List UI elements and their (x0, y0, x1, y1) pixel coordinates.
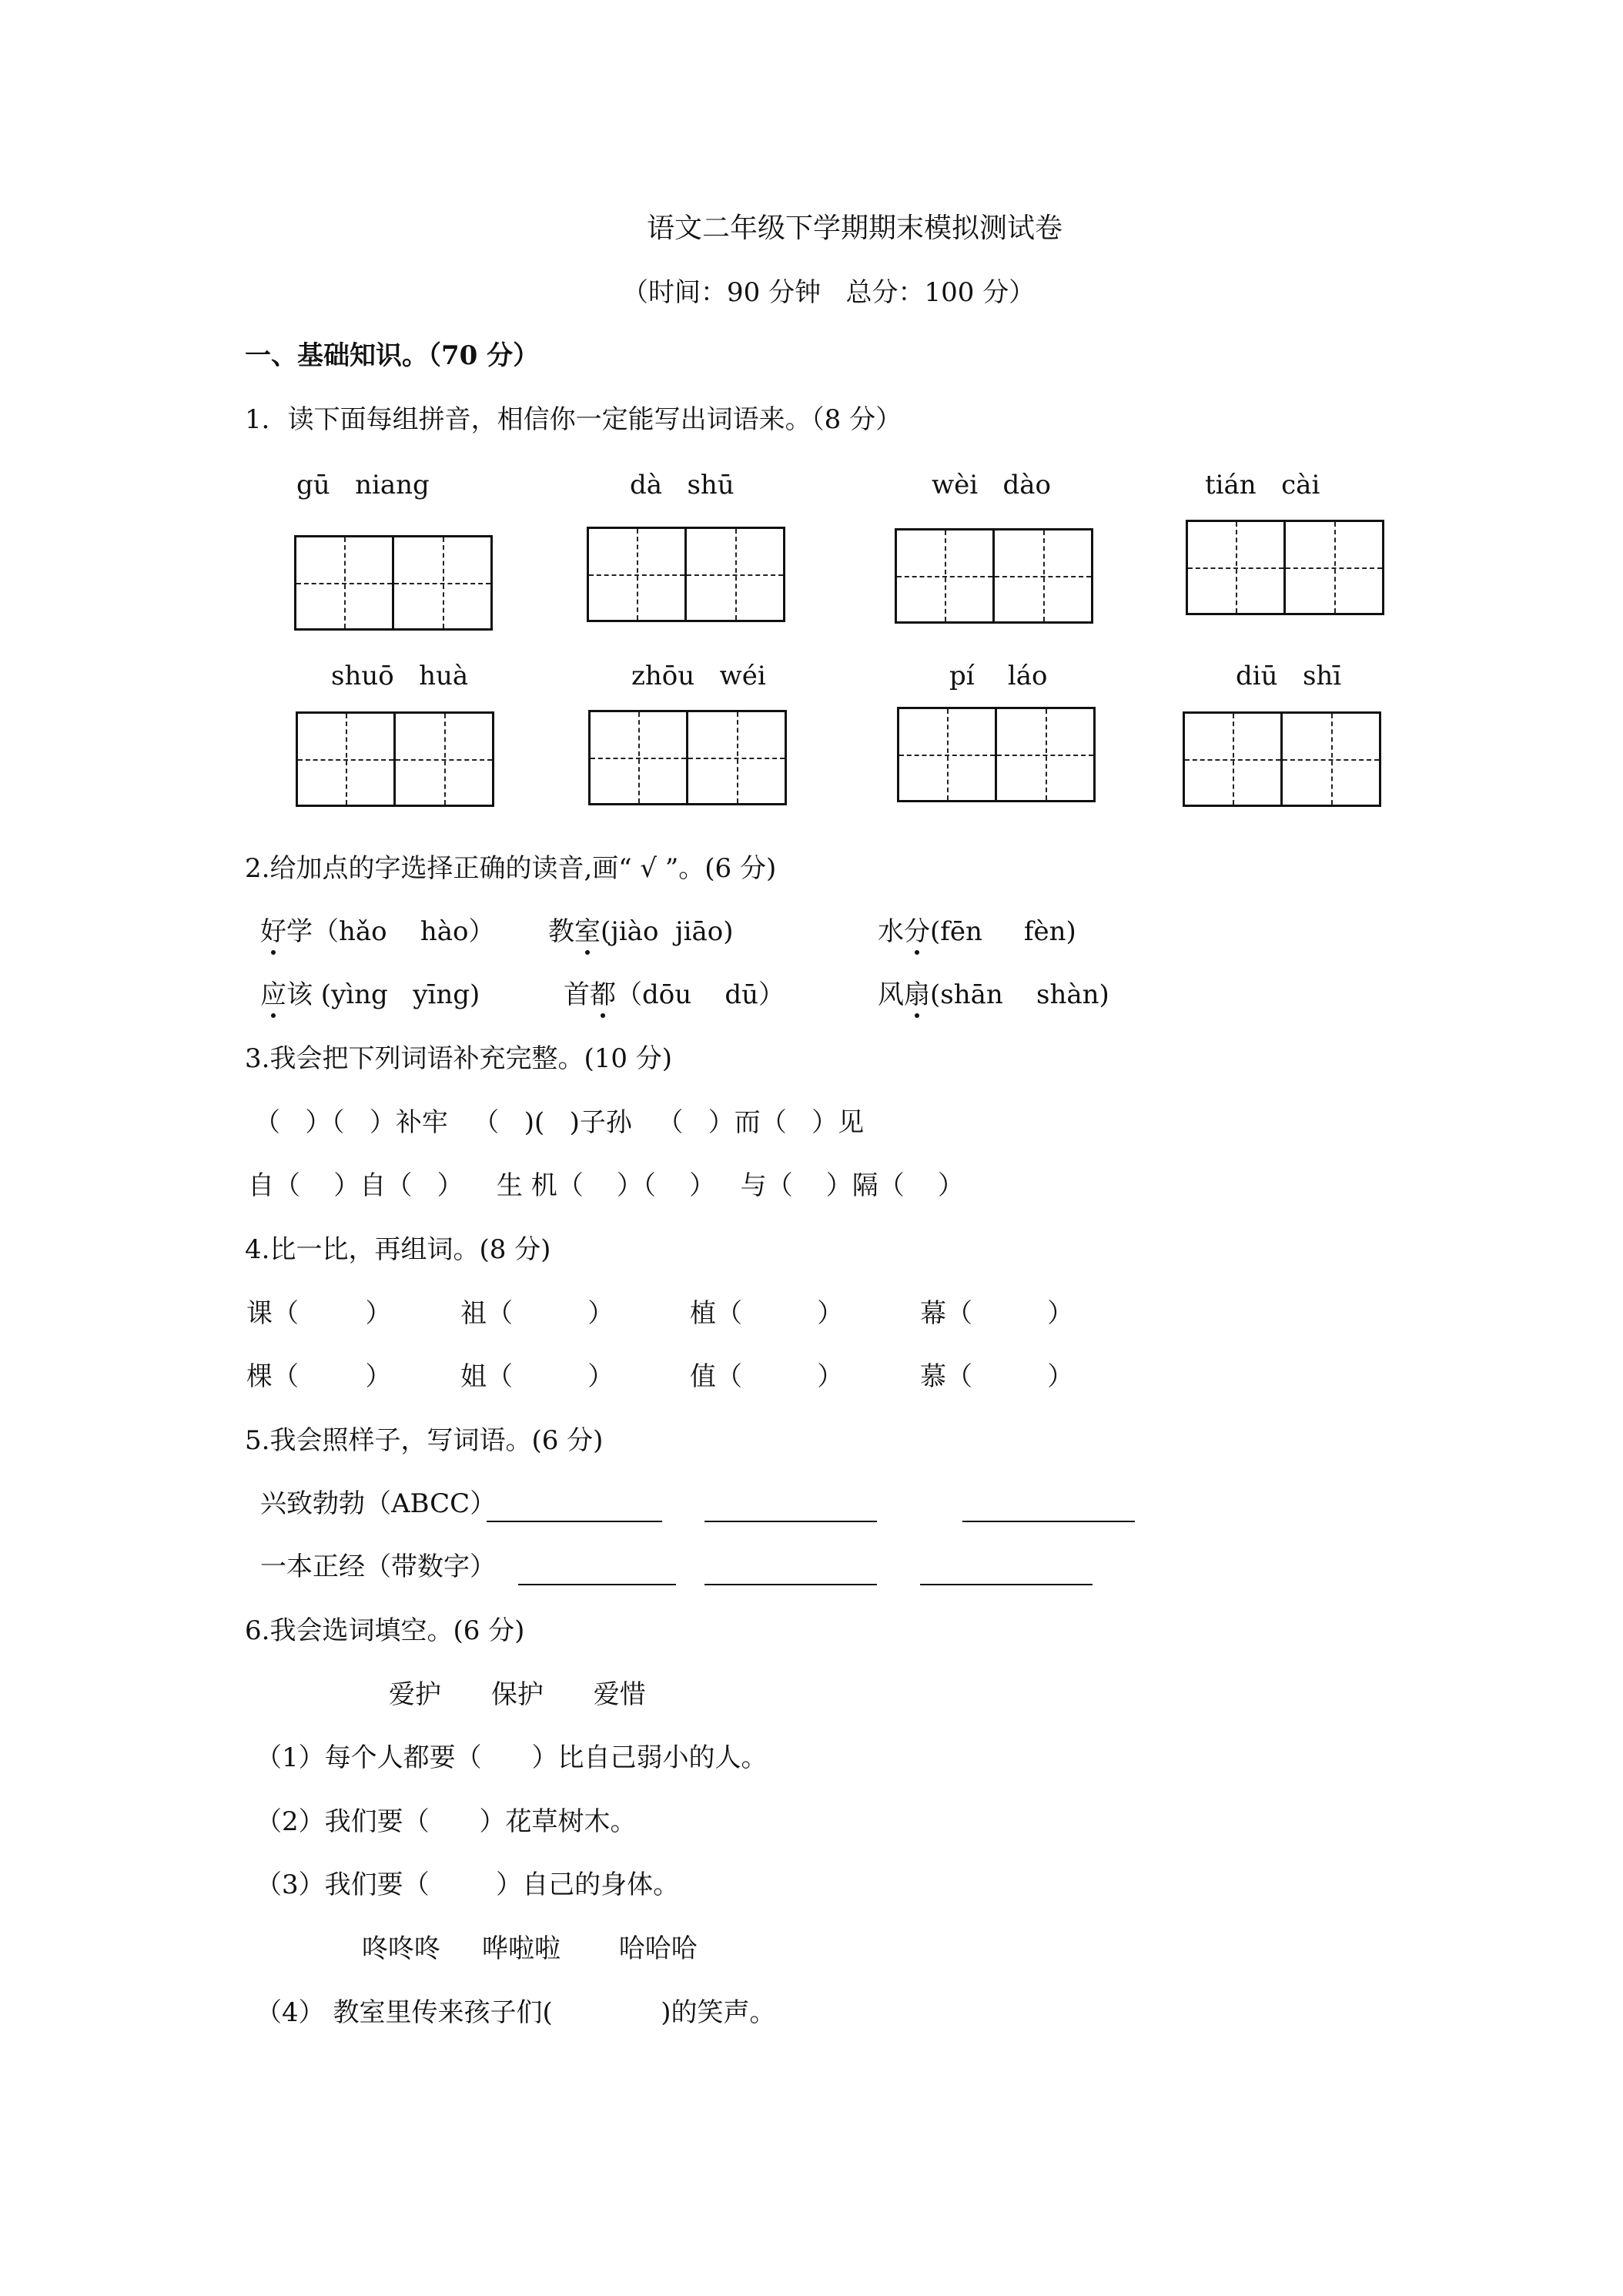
plain-char: 水 (878, 916, 904, 947)
pronunciation-item-3 (878, 916, 1076, 947)
pronunciation-item-4 (260, 979, 480, 1010)
fill-sentence-2[interactable]: （2）我们要（ ）花草树木。 (256, 1806, 637, 1837)
compare-word-7[interactable]: 值（ ） (690, 1361, 844, 1392)
exam-subtitle: （时间：90 分钟 总分：100 分） (622, 277, 1036, 308)
idiom-line-1[interactable]: （ ）（ ）补牢 （ )( )子孙 （ ）而（ ）见 (254, 1107, 865, 1138)
compare-word-4[interactable]: 幕（ ） (920, 1298, 1074, 1329)
pronunciation-options[interactable]: （dōu dū） (616, 979, 785, 1010)
writing-grid-8[interactable] (1183, 711, 1381, 807)
writing-grid-4[interactable] (1186, 520, 1384, 615)
plain-char: 首 (564, 979, 590, 1010)
fill-sentence-4[interactable]: （4） 教室里传来孩子们( )的笑声。 (256, 1997, 776, 2028)
question-4-prompt: 4.比一比，再组词。(8 分) (245, 1234, 551, 1265)
answer-blank[interactable] (704, 1498, 877, 1522)
writing-grid-6[interactable] (588, 710, 787, 805)
answer-blank[interactable] (487, 1498, 662, 1522)
example-2-label: 一本正经（带数字） (260, 1551, 496, 1582)
word-choices-1: 爱护 保护 爱惜 (389, 1679, 646, 1710)
dotted-char: 分 (904, 916, 930, 947)
pronunciation-options[interactable]: 该 (yìng yīng) (286, 979, 480, 1010)
pinyin-label: pí láo (949, 661, 1048, 691)
dotted-char: 室 (574, 916, 601, 947)
writing-grid-1[interactable] (294, 535, 493, 631)
pronunciation-options[interactable]: (jiào jiāo) (601, 916, 734, 947)
pinyin-label: diū shī (1236, 661, 1342, 691)
pinyin-label: dà shū (630, 470, 735, 500)
page-title: 语文二年级下学期期末模拟测试卷 (647, 213, 1063, 244)
fill-sentence-3[interactable]: （3）我们要（ ）自己的身体。 (256, 1869, 680, 1900)
dotted-char: 扇 (904, 979, 930, 1010)
pronunciation-item-5 (564, 979, 785, 1010)
pinyin-label: gū niang (296, 470, 430, 500)
question-1-prompt: 1．读下面每组拼音，相信你一定能写出词语来。（8 分） (245, 404, 902, 435)
pronunciation-options[interactable]: (shān shàn) (930, 979, 1109, 1010)
writing-grid-5[interactable] (296, 711, 494, 807)
compare-word-8[interactable]: 慕（ ） (920, 1361, 1074, 1392)
fill-sentence-1[interactable]: （1）每个人都要（ ）比自己弱小的人。 (256, 1742, 768, 1773)
pinyin-label: shuō huà (331, 661, 469, 691)
dotted-char: 应 (260, 979, 286, 1010)
pinyin-label: tián cài (1205, 470, 1320, 500)
pronunciation-options[interactable]: 学（hǎo hào） (286, 916, 495, 947)
compare-word-2[interactable]: 祖（ ） (460, 1298, 614, 1329)
compare-word-1[interactable]: 课（ ） (246, 1298, 392, 1329)
pinyin-label: zhōu wéi (631, 661, 766, 691)
answer-blank[interactable] (518, 1561, 676, 1585)
question-6-prompt: 6.我会选词填空。(6 分) (245, 1615, 525, 1646)
dotted-char: 好 (260, 916, 286, 947)
question-5-prompt: 5.我会照样子，写词语。(6 分) (245, 1425, 604, 1456)
pronunciation-options[interactable]: (fēn fèn) (930, 916, 1076, 947)
question-3-prompt: 3.我会把下列词语补充完整。(10 分) (245, 1043, 673, 1074)
writing-grid-7[interactable] (897, 707, 1096, 802)
pinyin-label: wèi dào (932, 470, 1052, 500)
question-2-prompt: 2.给加点的字选择正确的读音,画“ √ ”。(6 分) (245, 853, 777, 884)
word-choices-2: 咚咚咚 哗啦啦 哈哈哈 (362, 1933, 698, 1964)
writing-grid-3[interactable] (895, 528, 1093, 624)
compare-word-3[interactable]: 植（ ） (690, 1298, 844, 1329)
pronunciation-item-6 (878, 979, 1109, 1010)
compare-word-6[interactable]: 姐（ ） (460, 1361, 614, 1392)
pronunciation-item-1 (260, 916, 495, 947)
plain-char: 风 (878, 979, 904, 1010)
writing-grid-2[interactable] (587, 527, 785, 622)
dotted-char: 都 (590, 979, 616, 1010)
example-1-label: 兴致勃勃（ABCC） (260, 1488, 497, 1519)
compare-word-5[interactable]: 棵（ ） (246, 1361, 392, 1392)
plain-char: 教 (548, 916, 574, 947)
pronunciation-item-2 (548, 916, 733, 947)
idiom-line-2[interactable]: 自（ ）自（ ） 生 机（ ）（ ） 与（ ）隔（ ） (248, 1170, 965, 1201)
answer-blank[interactable] (962, 1498, 1135, 1522)
section-heading: 一、基础知识。（70 分） (245, 340, 540, 371)
answer-blank[interactable] (704, 1561, 877, 1585)
answer-blank[interactable] (920, 1561, 1093, 1585)
